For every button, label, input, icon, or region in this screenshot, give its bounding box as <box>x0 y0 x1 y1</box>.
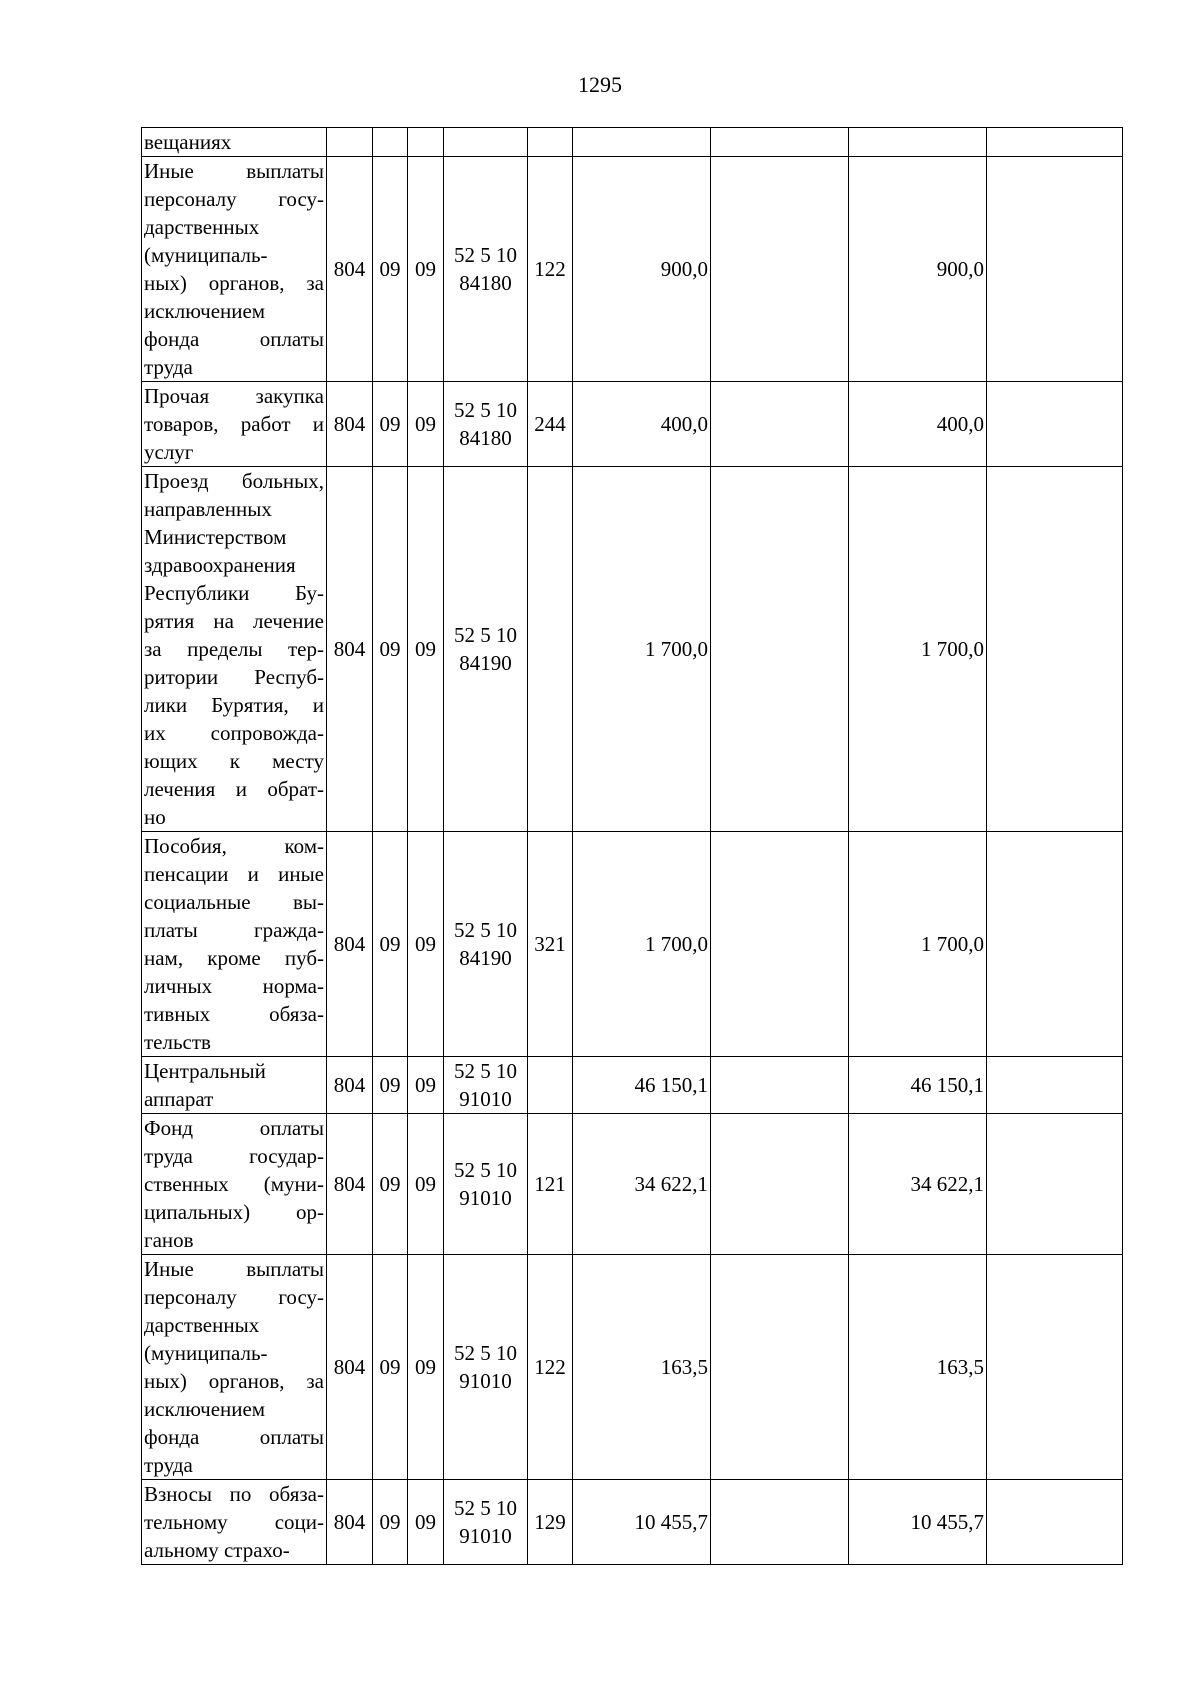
page-number: 1295 <box>578 72 622 97</box>
row-name-cell <box>142 1480 327 1565</box>
empty-cell <box>987 1114 1123 1255</box>
empty-cell <box>711 1480 849 1565</box>
section-code-cell: 09 <box>373 1114 408 1255</box>
row-name-line: Фонд оплаты <box>144 1116 324 1140</box>
ministry-code-cell: 804 <box>327 1480 373 1565</box>
subsection-code-cell: 09 <box>408 1480 444 1565</box>
subsection-code-cell: 09 <box>408 1114 444 1255</box>
empty-cell <box>711 1057 849 1114</box>
section-code-cell <box>373 128 408 157</box>
target-article-line1: 52 5 10 <box>454 398 517 422</box>
empty-cell <box>987 157 1123 382</box>
empty-cell <box>987 467 1123 832</box>
row-name-line: (муниципаль- <box>144 243 268 267</box>
row-name-line: фонда оплаты <box>144 327 324 351</box>
target-article-cell <box>444 1114 528 1255</box>
amount-cell: 34 622,1 <box>573 1114 711 1255</box>
amount-cell: 1 700,0 <box>573 832 711 1057</box>
empty-cell <box>987 832 1123 1057</box>
target-article-line1: 52 5 10 <box>454 1496 517 1520</box>
row-name-line: социальные вы- <box>144 890 324 914</box>
row-name-line: платы гражда- <box>144 918 324 942</box>
subsection-code-cell: 09 <box>408 382 444 467</box>
subsection-code-cell: 09 <box>408 832 444 1057</box>
row-name-line: альному страхо- <box>144 1538 290 1562</box>
row-name-line: фонда оплаты <box>144 1425 324 1449</box>
section-code-cell: 09 <box>373 1255 408 1480</box>
empty-cell <box>711 128 849 157</box>
row-name-line: вещаниях <box>144 130 232 154</box>
row-name-cell <box>142 467 327 832</box>
target-article-line2: 91010 <box>459 1524 512 1548</box>
expense-type-cell: 321 <box>528 832 573 1057</box>
row-name-line: ющих к месту <box>144 749 324 773</box>
ministry-code-cell: 804 <box>327 382 373 467</box>
empty-cell <box>987 1057 1123 1114</box>
row-name-line: труда <box>144 355 193 379</box>
target-article-cell <box>444 1480 528 1565</box>
row-name-line: товаров, работ и <box>144 412 324 436</box>
section-code-cell: 09 <box>373 382 408 467</box>
target-article-line2: 91010 <box>459 1369 512 1393</box>
target-article-line2: 84180 <box>459 426 512 450</box>
target-article-line1: 52 5 10 <box>454 918 517 942</box>
budget-table <box>141 127 1123 1565</box>
empty-cell <box>987 1255 1123 1480</box>
row-name-cell <box>142 1114 327 1255</box>
row-name-line: ципальных) ор- <box>144 1200 324 1224</box>
target-article-line1: 52 5 10 <box>454 1341 517 1365</box>
empty-cell <box>987 128 1123 157</box>
subsection-code-cell: 09 <box>408 1057 444 1114</box>
amount-cell <box>849 128 987 157</box>
amount-cell <box>573 128 711 157</box>
row-name-line: личных норма- <box>144 974 324 998</box>
row-name-line: дарственных <box>144 215 260 239</box>
row-name-line: лики Бурятия, и <box>144 693 324 717</box>
table-row <box>142 1480 1123 1565</box>
target-article-cell <box>444 382 528 467</box>
section-code-cell: 09 <box>373 832 408 1057</box>
row-name-line: здравоохранения <box>144 553 296 577</box>
section-code-cell: 09 <box>373 157 408 382</box>
target-article-line2: 91010 <box>459 1087 512 1111</box>
table-row <box>142 1255 1123 1480</box>
amount-cell: 10 455,7 <box>849 1480 987 1565</box>
expense-type-cell <box>528 128 573 157</box>
row-name-line: исключением <box>144 299 266 323</box>
empty-cell <box>987 1480 1123 1565</box>
empty-cell <box>711 467 849 832</box>
subsection-code-cell: 09 <box>408 467 444 832</box>
row-name-cell <box>142 128 327 157</box>
row-name-line: Пособия, ком- <box>144 834 324 858</box>
row-name-cell <box>142 832 327 1057</box>
expense-type-cell: 244 <box>528 382 573 467</box>
expense-type-cell <box>528 467 573 832</box>
subsection-code-cell: 09 <box>408 1255 444 1480</box>
row-name-line: тивных обяза- <box>144 1002 324 1026</box>
table-row <box>142 128 1123 157</box>
row-name-line: персоналу госу- <box>144 1285 324 1309</box>
row-name-line: пенсации и иные <box>144 862 324 886</box>
row-name-line: их сопровожда- <box>144 721 324 745</box>
row-name-line: ритории Респуб- <box>144 665 324 689</box>
expense-type-cell: 129 <box>528 1480 573 1565</box>
empty-cell <box>711 157 849 382</box>
target-article-line2: 91010 <box>459 1186 512 1210</box>
row-name-line: но <box>144 805 166 829</box>
ministry-code-cell: 804 <box>327 1255 373 1480</box>
row-name-line: нам, кроме пуб- <box>144 946 324 970</box>
row-name-line: Министерством <box>144 525 287 549</box>
amount-cell: 900,0 <box>573 157 711 382</box>
row-name-line: Прочая закупка <box>144 384 324 408</box>
row-name-cell <box>142 1255 327 1480</box>
target-article-line1: 52 5 10 <box>454 623 517 647</box>
amount-cell: 400,0 <box>849 382 987 467</box>
row-name-line: направленных <box>144 497 272 521</box>
expense-type-cell: 122 <box>528 157 573 382</box>
section-code-cell: 09 <box>373 467 408 832</box>
ministry-code-cell: 804 <box>327 467 373 832</box>
expense-type-cell: 122 <box>528 1255 573 1480</box>
target-article-cell <box>444 1057 528 1114</box>
target-article-line1: 52 5 10 <box>454 1059 517 1083</box>
target-article-cell <box>444 832 528 1057</box>
ministry-code-cell: 804 <box>327 1057 373 1114</box>
amount-cell: 10 455,7 <box>573 1480 711 1565</box>
empty-cell <box>987 382 1123 467</box>
ministry-code-cell: 804 <box>327 832 373 1057</box>
row-name-line: тельств <box>144 1030 211 1054</box>
table-row <box>142 1114 1123 1255</box>
subsection-code-cell <box>408 128 444 157</box>
amount-cell: 46 150,1 <box>849 1057 987 1114</box>
table-row <box>142 832 1123 1057</box>
subsection-code-cell: 09 <box>408 157 444 382</box>
amount-cell: 46 150,1 <box>573 1057 711 1114</box>
ministry-code-cell <box>327 128 373 157</box>
target-article-line1: 52 5 10 <box>454 1158 517 1182</box>
row-name-line: Иные выплаты <box>144 1257 324 1281</box>
amount-cell: 1 700,0 <box>849 832 987 1057</box>
row-name-line: дарственных <box>144 1313 260 1337</box>
row-name-line: труда <box>144 1453 193 1477</box>
section-code-cell: 09 <box>373 1480 408 1565</box>
row-name-line: Взносы по обяза- <box>144 1482 324 1506</box>
row-name-line: лечения и обрат- <box>144 777 324 801</box>
expense-type-cell: 121 <box>528 1114 573 1255</box>
table-body <box>142 128 1123 1565</box>
empty-cell <box>711 382 849 467</box>
row-name-line: Центральный <box>144 1059 266 1083</box>
row-name-line: Проезд больных, <box>144 469 324 493</box>
amount-cell: 1 700,0 <box>573 467 711 832</box>
target-article-line2: 84190 <box>459 946 512 970</box>
row-name-line: аппарат <box>144 1087 214 1111</box>
amount-cell: 1 700,0 <box>849 467 987 832</box>
row-name-line: исключением <box>144 1397 266 1421</box>
table-row <box>142 467 1123 832</box>
empty-cell <box>711 1255 849 1480</box>
target-article-cell <box>444 128 528 157</box>
amount-cell: 34 622,1 <box>849 1114 987 1255</box>
row-name-line: ственных (муни- <box>144 1172 324 1196</box>
target-article-line2: 84190 <box>459 651 512 675</box>
row-name-line: Республики Бу- <box>144 581 324 605</box>
ministry-code-cell: 804 <box>327 157 373 382</box>
row-name-line: ных) органов, за <box>144 1369 324 1393</box>
row-name-line: персоналу госу- <box>144 187 324 211</box>
row-name-line: рятия на лечение <box>144 609 324 633</box>
expense-type-cell <box>528 1057 573 1114</box>
row-name-cell <box>142 157 327 382</box>
table-row <box>142 157 1123 382</box>
ministry-code-cell: 804 <box>327 1114 373 1255</box>
target-article-cell <box>444 467 528 832</box>
amount-cell: 900,0 <box>849 157 987 382</box>
row-name-line: (муниципаль- <box>144 1341 268 1365</box>
empty-cell <box>711 832 849 1057</box>
row-name-line: Иные выплаты <box>144 159 324 183</box>
amount-cell: 400,0 <box>573 382 711 467</box>
row-name-cell <box>142 1057 327 1114</box>
row-name-line: тельному соци- <box>144 1510 324 1534</box>
row-name-line: ганов <box>144 1228 194 1252</box>
target-article-cell <box>444 1255 528 1480</box>
empty-cell <box>711 1114 849 1255</box>
row-name-line: ных) органов, за <box>144 271 324 295</box>
row-name-line: труда государ- <box>144 1144 324 1168</box>
table-row <box>142 1057 1123 1114</box>
table-row <box>142 382 1123 467</box>
row-name-line: услуг <box>144 440 194 464</box>
target-article-line2: 84180 <box>459 271 512 295</box>
amount-cell: 163,5 <box>849 1255 987 1480</box>
target-article-cell <box>444 157 528 382</box>
row-name-cell <box>142 382 327 467</box>
target-article-line1: 52 5 10 <box>454 243 517 267</box>
section-code-cell: 09 <box>373 1057 408 1114</box>
row-name-line: за пределы тер- <box>144 637 324 661</box>
amount-cell: 163,5 <box>573 1255 711 1480</box>
